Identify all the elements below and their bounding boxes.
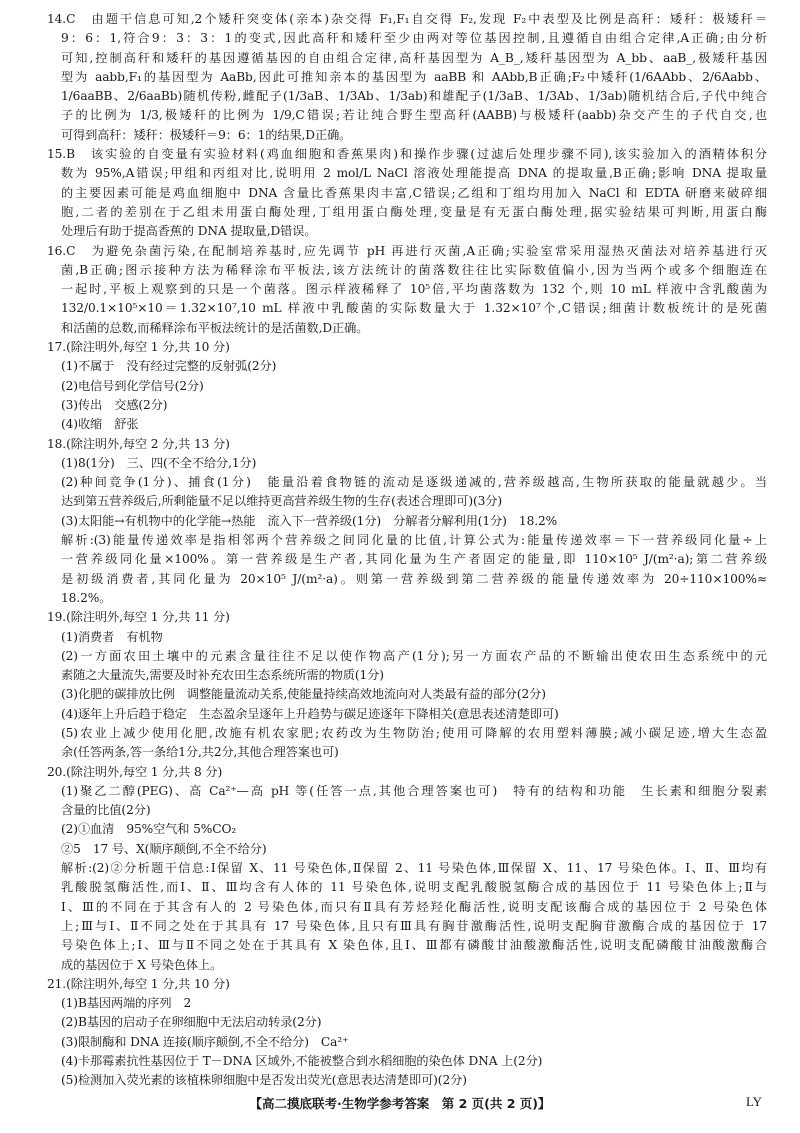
answer-text-line: 和活菌的总数,而稀释涂布平板法统计的是活菌数,D正确。 [61, 320, 369, 335]
answer-text-line: 可得到高秆：矮秆：极矮秆＝9：6：1的结果,D正确。 [61, 127, 352, 142]
question-heading-line: 17.(除注明外,每空 1 分,共 10 分) [47, 340, 230, 355]
question-heading-line: 20.(除注明外,每空 1 分,共 8 分) [47, 764, 223, 779]
answer-text-line: 132/0.1×10⁵×10＝1.32×10⁷,10 mL 样液中乳酸菌的实际数量大于 1.32×10⁷个,C错误;细菌计数板统计的是死菌 [61, 301, 767, 316]
answer-text-line: 处理后有助于提高香蕉的 DNA 提取量,D错误。 [61, 224, 317, 239]
answer-text-line: 型为 aabb,F₁的基因型为 AaBb,因此可推知亲本的基因型为 aaBB 和 AAbb,B正确;F₂中矮秆(1/6AAbb、2/6Aabb、 [61, 69, 767, 84]
answer-text-line: (1)B基因两端的序列 2 [61, 996, 192, 1011]
answer-section [47, 763, 767, 975]
answer-text-line: 胞,二者的差别在于乙组未用蛋白酶处理,丁组用蛋白酶处理,变量是有无蛋白酶处理,据实验结果可判断,用蛋白酶 [61, 204, 767, 219]
answer-text-line: 数为 95%,A错误;甲组和丙组对比,说明用 2 mol/L NaCl 溶液处理能提高 DNA 的提取量,B正确;影响 DNA 提取量 [61, 166, 767, 181]
answer-text-line: (3)限制酶和 DNA 连接(顺序颠倒,不全不给分) Ca²⁺ [61, 1034, 349, 1049]
answer-text-line: (3)化肥的碳排放比例 调整能量流动关系,使能量持续高效地流向对人类最有益的部分(2分) [61, 687, 546, 702]
answer-text-line: 1/6aaBB、2/6aaBb)随机传粉,雌配子(1/3aB、1/3Ab、1/3ab)和雄配子(1/3aB、1/3Ab、1/3ab)随机结合后,子代中纯合 [61, 89, 767, 104]
question-heading-line: 19.(除注明外,每空 1 分,共 11 分) [47, 610, 230, 625]
answer-text-line: 18.2%。 [61, 590, 112, 605]
answer-text-line: Ⅰ、Ⅲ的不同在于其含有人的 2 号染色体,而只有Ⅱ具有芳烃羟化酶活性,说明支配该酶合成的基因位于 2 号染色体 [61, 899, 767, 914]
footer-title: 【高二摸底联考·生物学参考答案 第 2 页(共 2 页)】 [249, 1096, 551, 1111]
answer-text-line: 余(任答两条,答一条给1分,共2分,其他合理答案也可) [61, 745, 339, 760]
question-heading-line: 16.C 为避免杂菌污染,在配制培养基时,应先调节 pH 再进行灭菌,A正确;实验室常采用湿热灭菌法对培养基进行灭 [47, 243, 767, 258]
answer-section [47, 435, 767, 609]
answer-text-line: (3)传出 交感(2分) [61, 397, 168, 412]
answer-text-line: 含量的比值(2分) [61, 803, 151, 818]
answer-text-line: 子的比例为 1/3,极矮秆的比例为 1/9,C错误;若让纯合野生型高秆(AABB)与极矮秆(aabb)杂交产生的子代自交,也 [61, 108, 767, 123]
answer-text-line: 一营养级同化量×100%。第一营养级是生产者,其同化量为生产者固定的能量,即 110×10⁵ J/(m²·a);第二营养级 [61, 552, 767, 567]
answer-text-line: 9：6：1,符合9：3：3：1的变式,因此高秆和矮秆至少由两对等位基因控制,且遵循自由组合定律,A正确;由分析 [61, 31, 767, 46]
answer-text-line: 菌,B正确;图示接种方法为稀释涂布平板法,该方法统计的菌落数往往比实际数值偏小,因为当两个或多个细胞连在 [61, 262, 767, 277]
answer-text-line: 解析:(2)②分析题干信息:Ⅰ保留 X、11 号染色体,Ⅱ保留 2、11 号染色体,Ⅲ保留 X、11、17 号染色体。Ⅰ、Ⅱ、Ⅲ均有 [61, 861, 767, 876]
answer-text-line: (2)①血清 95%空气和 5%CO₂ [61, 822, 237, 837]
answer-text-line: (1)不属于 没有经过完整的反射弧(2分) [61, 359, 277, 374]
answer-text-line: 的主要因素可能是鸡血细胞中 DNA 含量比香蕉果肉丰富,C错误;乙组和丁组均用加入 NaCl 和 EDTA 研磨来破碎细 [61, 185, 767, 200]
answer-text-line: (1)消费者 有机物 [61, 629, 163, 644]
question-heading-line: 15.B 该实验的自变量有实验材料(鸡血细胞和香蕉果肉)和操作步骤(过滤后处理步骤不同),该实验加入的酒精体积分 [47, 147, 767, 162]
answer-text-line: (1)聚乙二醇(PEG)、高 Ca²⁺—高 pH 等(任答一点,其他合理答案也可) 特有的结构和功能 生长素和细胞分裂素 [61, 783, 767, 798]
answer-text-line: (5)检测加入荧光素的该植株卵细胞中是否发出荧光(意思表达清楚即可)(2分) [61, 1073, 467, 1088]
answer-section [47, 975, 767, 1091]
answer-section [47, 242, 767, 338]
answer-document [47, 10, 767, 1091]
answer-text-line: 是初级消费者,其同化量为 20×10⁵ J/(m²·a)。则第一营养级到第二营养级的能量传递效率为 20÷110×100%≈ [61, 571, 767, 586]
answer-text-line: (5)农业上减少使用化肥,改施有机农家肥;农药改为生物防治;使用可降解的农用塑料薄膜;减小碳足迹,增大生态盈 [61, 725, 767, 740]
question-heading-line: 14.C 由题干信息可知,2个矮秆突变体(亲本)杂交得 F₁,F₁自交得 F₂,发现 F₂中表型及比例是高秆：矮秆：极矮秆＝ [47, 12, 767, 26]
question-heading-line: 18.(除注明外,每空 2 分,共 13 分) [47, 436, 230, 451]
footer-code: LY [745, 1094, 762, 1109]
answer-text-line: (1)8(1分) 三、四(不全不给分,1分) [61, 455, 257, 470]
answer-section [47, 608, 767, 762]
answer-text-line: (4)逐年上升后趋于稳定 生态盈余呈逐年上升趋势与碳足迹逐年下降相关(意思表述清楚即可) [61, 706, 559, 721]
answer-text-line: (2)一方面农田土壤中的元素含量往往不足以使作物高产(1分);另一方面农产品的不断输出使农田生态系统中的元 [61, 648, 767, 663]
answer-section [47, 338, 767, 434]
answer-text-line: (4)收缩 舒张 [61, 417, 139, 432]
answer-text-line: 达到第五营养级后,所剩能量不足以维持更高营养级生物的生存(表述合理即可)(3分) [61, 494, 503, 509]
answer-text-line: (2)种间竞争(1分)、捕食(1分) 能量沿着食物链的流动是逐级递减的,营养级越高,生物所获取的能量就越少。当 [61, 475, 767, 490]
answer-text-line: 解析:(3)能量传递效率是指相邻两个营养级之间同化量的比值,计算公式为:能量传递效率＝下一营养级同化量÷上 [61, 533, 767, 548]
answer-section [47, 145, 767, 241]
answer-text-line: 号染色体上;Ⅰ、Ⅲ与Ⅱ不同之处在于其具有 X 染色体,且Ⅰ、Ⅲ都有磷酸甘油酸激酶活性,说明支配磷酸甘油酸激酶合 [61, 938, 767, 953]
answer-text-line: 上;Ⅲ与Ⅰ、Ⅱ不同之处在于其具有 17 号染色体,且只有Ⅲ具有胸苷激酶活性,说明支配胸苷激酶合成的基因位于 17 [61, 918, 767, 933]
answer-text-line: (4)卡那霉素抗性基因位于 T－DNA 区域外,不能被整合到水稻细胞的染色体 DNA 上(2分) [61, 1054, 543, 1069]
page-footer [0, 1094, 800, 1114]
answer-text-line: 成的基因位于 X 号染色体上。 [61, 957, 223, 972]
answer-text-line: 一起时,平板上观察到的只是一个菌落。图示样液稀释了 10⁵倍,平均菌落数为 132 个,则 10 mL 样液中含乳酸菌为 [61, 282, 767, 297]
answer-text-line: (2)电信号到化学信号(2分) [61, 378, 204, 393]
answer-text-line: ②5 17 号、X(顺序颠倒,不全不给分) [61, 841, 267, 856]
answer-text-line: (3)太阳能→有机物中的化学能→热能 流入下一营养级(1分) 分解者分解利用(1分) 18.2% [61, 513, 558, 528]
answer-section [47, 10, 767, 145]
answer-text-line: 素随之大量流失,需要及时补充农田生态系统所需的物质(1分) [61, 668, 384, 683]
question-heading-line: 21.(除注明外,每空 1 分,共 10 分) [47, 976, 230, 991]
answer-text-line: (2)B基因的启动子在卵细胞中无法启动转录(2分) [61, 1015, 322, 1030]
answer-text-line: 可知,控制高秆和矮秆的基因遵循基因的自由组合定律,高秆基因型为 A_B_,矮秆基因型为 A_bb、aaB_,极矮秆基因 [61, 50, 767, 65]
answer-text-line: 乳酸脱氢酶活性,而Ⅰ、Ⅱ、Ⅲ均含有人体的 11 号染色体,说明支配乳酸脱氢酶合成的基因位于 11 号染色体上;Ⅱ与 [61, 880, 767, 895]
